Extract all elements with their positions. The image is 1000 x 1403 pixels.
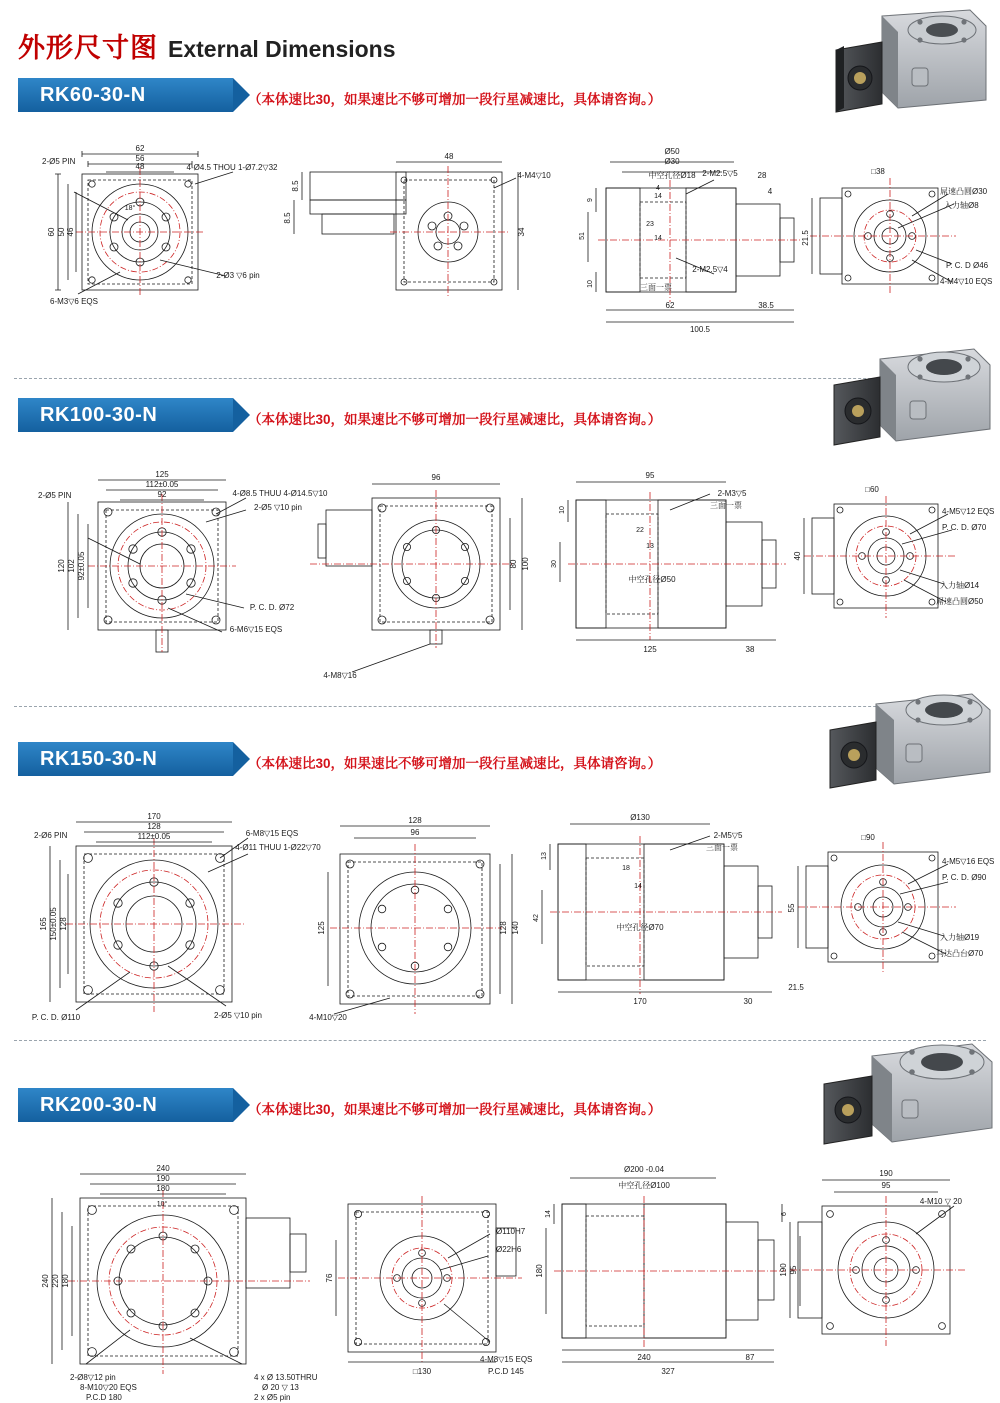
svg-text:14: 14 [634, 883, 642, 890]
svg-text:Ø110H7: Ø110H7 [496, 1227, 526, 1236]
svg-text:96: 96 [410, 828, 420, 837]
svg-text:2-M2.5▽5: 2-M2.5▽5 [702, 169, 738, 178]
section-note-rk150: （本体速比30，如果速比不够可增加一段行星减速比，具体请咨询。） [248, 756, 662, 771]
svg-text:中空孔径Ø50: 中空孔径Ø50 [628, 575, 676, 584]
section-note-rk60: （本体速比30，如果速比不够可增加一段行星减速比，具体请咨询。） [248, 92, 662, 107]
svg-text:4-Ø4.5 THOU 1-Ø7.2▽32: 4-Ø4.5 THOU 1-Ø7.2▽32 [186, 163, 278, 172]
svg-text:三面一票: 三面一票 [706, 843, 738, 852]
svg-text:40: 40 [793, 551, 802, 561]
section-model-rk100: RK100-30-N [40, 403, 158, 426]
svg-text:三面一票: 三面一票 [640, 283, 672, 292]
svg-text:120: 120 [57, 559, 66, 573]
svg-text:P. C. D Ø46: P. C. D Ø46 [946, 261, 989, 270]
svg-text:入力轴Ø14: 入力轴Ø14 [940, 581, 980, 590]
svg-text:13: 13 [541, 852, 548, 860]
svg-text:屌速凸圆Ø50: 屌速凸圆Ø50 [936, 597, 984, 606]
svg-text:2-Ø5 PIN: 2-Ø5 PIN [38, 491, 72, 500]
svg-text:180: 180 [535, 1264, 544, 1278]
svg-text:112±0.05: 112±0.05 [145, 480, 179, 489]
dimension-drawing-rk60 [10, 132, 993, 357]
svg-text:87: 87 [745, 1353, 755, 1362]
svg-text:8.5: 8.5 [291, 180, 300, 192]
svg-text:55: 55 [787, 903, 796, 913]
svg-text:2 x Ø5 pin: 2 x Ø5 pin [254, 1393, 291, 1402]
svg-text:入力轴Ø8: 入力轴Ø8 [944, 201, 979, 210]
section-model-rk60: RK60-30-N [40, 83, 146, 106]
svg-text:P. C. D. Ø90: P. C. D. Ø90 [942, 873, 987, 882]
svg-text:165: 165 [39, 917, 48, 931]
svg-text:P. C. D. Ø70: P. C. D. Ø70 [942, 523, 987, 532]
svg-text:22: 22 [636, 527, 644, 534]
svg-text:102: 102 [67, 559, 76, 573]
svg-text:128: 128 [147, 822, 161, 831]
svg-text:38.5: 38.5 [758, 301, 774, 310]
svg-text:48: 48 [135, 162, 145, 171]
product-photo-rk60 [820, 8, 990, 128]
svg-text:240: 240 [637, 1353, 651, 1362]
svg-text:180: 180 [156, 1184, 170, 1193]
product-photo-rk100 [822, 345, 992, 455]
svg-text:Ø 20 ▽ 13: Ø 20 ▽ 13 [262, 1383, 299, 1392]
svg-text:P. C. D. Ø110: P. C. D. Ø110 [31, 1013, 81, 1022]
svg-text:170: 170 [147, 812, 161, 821]
svg-text:中空孔径Ø100: 中空孔径Ø100 [618, 1181, 670, 1190]
svg-text:128: 128 [408, 816, 422, 825]
svg-text:2-Ø6 PIN: 2-Ø6 PIN [34, 831, 68, 840]
svg-text:中空孔径Ø70: 中空孔径Ø70 [616, 923, 664, 932]
svg-text:4-M5▽16 EQS: 4-M5▽16 EQS [942, 857, 995, 866]
svg-text:76: 76 [325, 1273, 334, 1283]
section-banner-rk150 [18, 742, 233, 776]
svg-text:10: 10 [559, 506, 566, 514]
svg-text:62: 62 [665, 301, 675, 310]
svg-text:2-Ø5 ▽10 pin: 2-Ø5 ▽10 pin [214, 1011, 262, 1020]
svg-text:23: 23 [646, 221, 654, 228]
svg-text:125: 125 [643, 645, 657, 654]
svg-text:8-M10▽20 EQS: 8-M10▽20 EQS [80, 1383, 137, 1392]
svg-text:96: 96 [431, 473, 441, 482]
svg-text:95: 95 [645, 471, 655, 480]
svg-text:4: 4 [767, 187, 773, 196]
svg-text:112±0.05: 112±0.05 [137, 832, 171, 841]
svg-text:128: 128 [59, 917, 68, 931]
svg-text:马达凸台Ø70: 马达凸台Ø70 [936, 949, 984, 958]
svg-text:4 x Ø 13.50THRU: 4 x Ø 13.50THRU [254, 1373, 318, 1382]
svg-text:P.C.D 180: P.C.D 180 [86, 1393, 122, 1402]
svg-text:190: 190 [779, 1263, 788, 1277]
svg-text:三面一票: 三面一票 [710, 501, 742, 510]
svg-text:9: 9 [587, 198, 594, 202]
svg-text:60: 60 [47, 227, 56, 237]
svg-text:2-Ø5 ▽10 pin: 2-Ø5 ▽10 pin [254, 503, 302, 512]
svg-text:10°: 10° [156, 1201, 168, 1208]
svg-text:46: 46 [66, 227, 75, 237]
svg-text:P. C. D. Ø72: P. C. D. Ø72 [249, 603, 295, 612]
svg-text:100: 100 [521, 557, 530, 571]
svg-text:Ø50: Ø50 [664, 147, 680, 156]
svg-text:125: 125 [317, 921, 326, 935]
svg-text:42: 42 [533, 914, 540, 922]
svg-text:38: 38 [745, 645, 755, 654]
svg-text:6-M6▽15 EQS: 6-M6▽15 EQS [229, 625, 283, 634]
svg-text:□60: □60 [865, 485, 879, 494]
svg-text:50: 50 [57, 227, 66, 237]
svg-text:8.5: 8.5 [283, 212, 292, 224]
svg-text:Ø30: Ø30 [664, 157, 680, 166]
svg-text:128: 128 [499, 921, 508, 935]
svg-text:62: 62 [135, 144, 145, 153]
svg-text:327: 327 [661, 1367, 675, 1376]
svg-text:190: 190 [879, 1169, 893, 1178]
svg-text:30: 30 [551, 560, 558, 568]
svg-text:6-M8▽15 EQS: 6-M8▽15 EQS [245, 829, 299, 838]
svg-text:14: 14 [654, 193, 662, 200]
svg-text:Ø200 -0.04: Ø200 -0.04 [623, 1165, 665, 1174]
svg-text:入力轴Ø19: 入力轴Ø19 [940, 933, 980, 942]
svg-text:□38: □38 [871, 167, 885, 176]
page-title-cn: 外形尺寸图 [18, 33, 158, 63]
svg-text:□90: □90 [861, 833, 875, 842]
svg-text:95: 95 [881, 1181, 891, 1190]
section-banner-rk60 [18, 78, 233, 112]
svg-text:80: 80 [509, 559, 518, 569]
svg-text:51: 51 [579, 232, 586, 240]
svg-text:4-Ø8.5 THUU 4-Ø14.5▽10: 4-Ø8.5 THUU 4-Ø14.5▽10 [232, 489, 328, 498]
svg-text:21.5: 21.5 [788, 983, 804, 992]
svg-text:48: 48 [444, 152, 454, 161]
svg-text:34: 34 [517, 227, 526, 237]
svg-text:4-M10▽20: 4-M10▽20 [309, 1013, 347, 1022]
svg-text:10: 10 [587, 280, 594, 288]
svg-text:4-Ø11 THUU 1-Ø22▽70: 4-Ø11 THUU 1-Ø22▽70 [235, 843, 321, 852]
svg-text:180: 180 [61, 1274, 70, 1288]
svg-text:100.5: 100.5 [689, 325, 711, 334]
svg-text:92±0.05: 92±0.05 [77, 551, 86, 581]
svg-text:P.C.D 145: P.C.D 145 [488, 1367, 524, 1376]
svg-text:6: 6 [781, 1212, 788, 1216]
section-banner-rk100 [18, 398, 233, 432]
svg-text:6-M3▽6 EQS: 6-M3▽6 EQS [50, 297, 98, 306]
svg-text:170: 170 [633, 997, 647, 1006]
section-note-rk200: （本体速比30，如果速比不够可增加一段行星减速比，具体请咨询。） [248, 1102, 662, 1117]
svg-text:220: 220 [51, 1274, 60, 1288]
svg-text:28: 28 [757, 171, 767, 180]
svg-text:14: 14 [545, 1210, 552, 1218]
svg-text:13: 13 [646, 543, 654, 550]
product-photo-rk200 [816, 1038, 994, 1158]
svg-text:140: 140 [511, 921, 520, 935]
svg-text:4-M5▽12 EQS: 4-M5▽12 EQS [942, 507, 995, 516]
svg-text:Ø130: Ø130 [630, 813, 650, 822]
svg-text:150±0.05: 150±0.05 [49, 907, 58, 941]
section-note-rk100: （本体速比30，如果速比不够可增加一段行星减速比，具体请咨询。） [248, 412, 662, 427]
svg-text:125: 125 [155, 470, 169, 479]
svg-text:18°: 18° [124, 205, 136, 212]
svg-text:4-M4▽10: 4-M4▽10 [517, 171, 551, 180]
svg-text:4-M4▽10 EQS: 4-M4▽10 EQS [940, 277, 993, 286]
page-title [18, 26, 396, 65]
svg-text:2-M3▽5: 2-M3▽5 [717, 489, 747, 498]
dimension-drawing-rk200 [10, 1148, 990, 1402]
svg-text:2-Ø8▽12 pin: 2-Ø8▽12 pin [70, 1373, 116, 1382]
svg-text:95: 95 [789, 1265, 798, 1275]
svg-text:21.5: 21.5 [801, 230, 810, 246]
svg-text:2-Ø5 PIN: 2-Ø5 PIN [42, 157, 76, 166]
product-photo-rk150 [820, 690, 992, 800]
section-model-rk150: RK150-30-N [40, 747, 158, 770]
svg-text:190: 190 [156, 1174, 170, 1183]
svg-text:4: 4 [656, 185, 660, 192]
svg-text:2-Ø3 ▽6 pin: 2-Ø3 ▽6 pin [216, 271, 260, 280]
svg-text:18: 18 [622, 865, 630, 872]
svg-text:240: 240 [41, 1274, 50, 1288]
svg-text:4-M10 ▽ 20: 4-M10 ▽ 20 [919, 1197, 962, 1206]
svg-text:30: 30 [743, 997, 753, 1006]
dimension-drawing-rk100 [10, 452, 995, 687]
svg-text:240: 240 [156, 1164, 170, 1173]
svg-text:2-M2.5▽4: 2-M2.5▽4 [692, 265, 728, 274]
svg-text:14: 14 [654, 235, 662, 242]
page-title-en: External Dimensions [168, 36, 396, 62]
dimension-drawing-rk150 [10, 798, 995, 1028]
svg-text:中空孔径Ø18: 中空孔径Ø18 [648, 171, 696, 180]
svg-text:Ø22H6: Ø22H6 [496, 1245, 522, 1254]
section-model-rk200: RK200-30-N [40, 1093, 158, 1116]
section-banner-rk200 [18, 1088, 233, 1122]
svg-text:56: 56 [135, 154, 145, 163]
svg-text:2-M5▽5: 2-M5▽5 [713, 831, 743, 840]
svg-text:4-M8▽16: 4-M8▽16 [323, 671, 357, 680]
svg-text:□130: □130 [412, 1367, 432, 1376]
svg-text:4-M8▽15 EQS: 4-M8▽15 EQS [480, 1355, 533, 1364]
svg-text:屌速凸圆Ø30: 屌速凸圆Ø30 [940, 187, 988, 196]
svg-text:92: 92 [157, 490, 167, 499]
